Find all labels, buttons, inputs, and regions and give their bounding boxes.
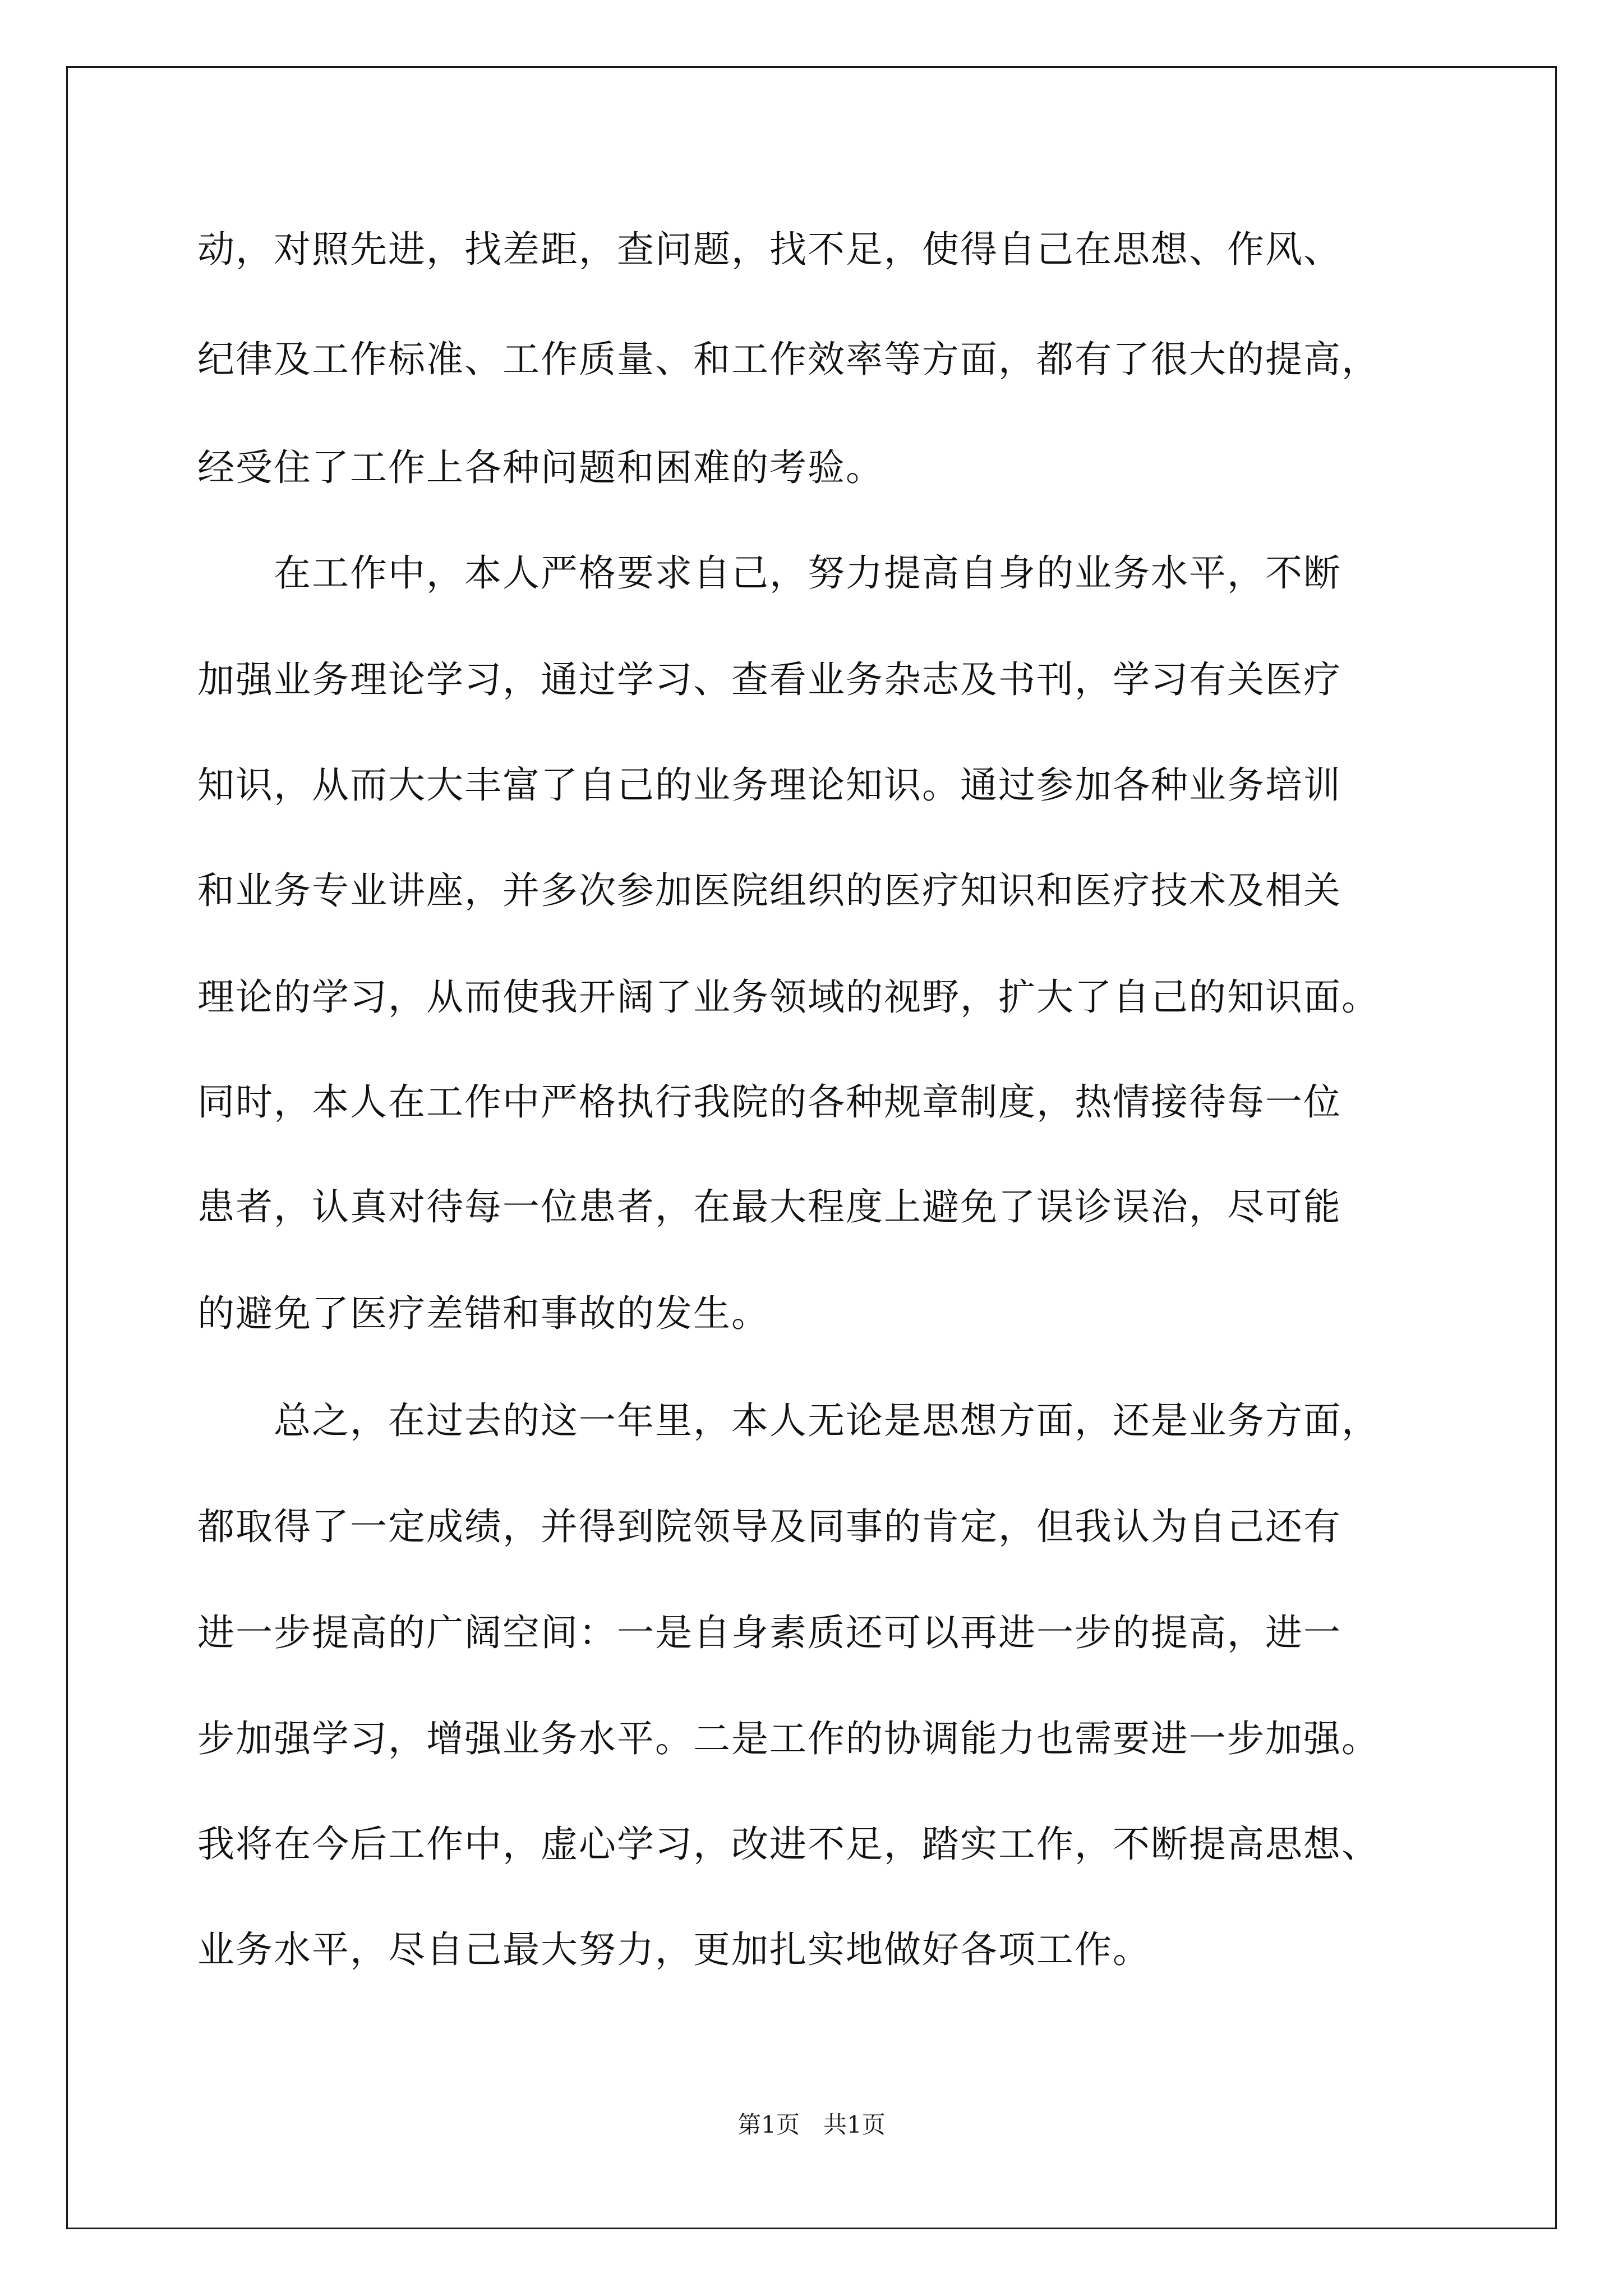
text-line: 知识，从而大大丰富了自己的业务理论知识。通过参加各种业务培训 — [197, 763, 1341, 807]
text-line: 纪律及工作标准、工作质量、和工作效率等方面，都有了很大的提高， — [197, 338, 1380, 381]
text-line: 我将在今后工作中，虚心学习，改进不足，踏实工作，不断提高思想、 — [197, 1823, 1380, 1866]
text-line: 和业务专业讲座，并多次参加医院组织的医疗知识和医疗技术及相关 — [197, 869, 1341, 912]
text-line: 总之，在过去的这一年里，本人无论是思想方面，还是业务方面， — [197, 1399, 1380, 1442]
text-line: 加强业务理论学习，通过学习、查看业务杂志及书刊，学习有关医疗 — [197, 658, 1341, 701]
text-line: 都取得了一定成绩，并得到院领导及同事的肯定，但我认为自己还有 — [197, 1505, 1341, 1548]
page-border — [66, 66, 1557, 2229]
text-line: 经受住了工作上各种问题和困难的考验。 — [197, 446, 884, 489]
text-line: 在工作中，本人严格要求自己，努力提高自身的业务水平，不断 — [197, 551, 1341, 595]
text-line: 同时，本人在工作中严格执行我院的各种规章制度，热情接待每一位 — [197, 1080, 1341, 1124]
text-line: 进一步提高的广阔空间：一是自身素质还可以再进一步的提高，进一 — [197, 1611, 1341, 1654]
text-line: 理论的学习，从而使我开阔了业务领域的视野，扩大了自己的知识面。 — [197, 976, 1380, 1019]
text-line: 步加强学习，增强业务水平。二是工作的协调能力也需要进一步加强。 — [197, 1717, 1380, 1760]
page-number-footer: 第1页 共1页 — [737, 2111, 886, 2138]
text-line: 动，对照先进，找差距，查问题，找不足，使得自己在思想、作风、 — [197, 228, 1341, 271]
text-line: 患者，认真对待每一位患者，在最大程度上避免了误诊误治，尽可能 — [197, 1185, 1341, 1228]
text-line: 业务水平，尽自己最大努力，更加扎实地做好各项工作。 — [197, 1928, 1151, 1971]
text-line: 的避免了医疗差错和事故的发生。 — [197, 1292, 769, 1335]
